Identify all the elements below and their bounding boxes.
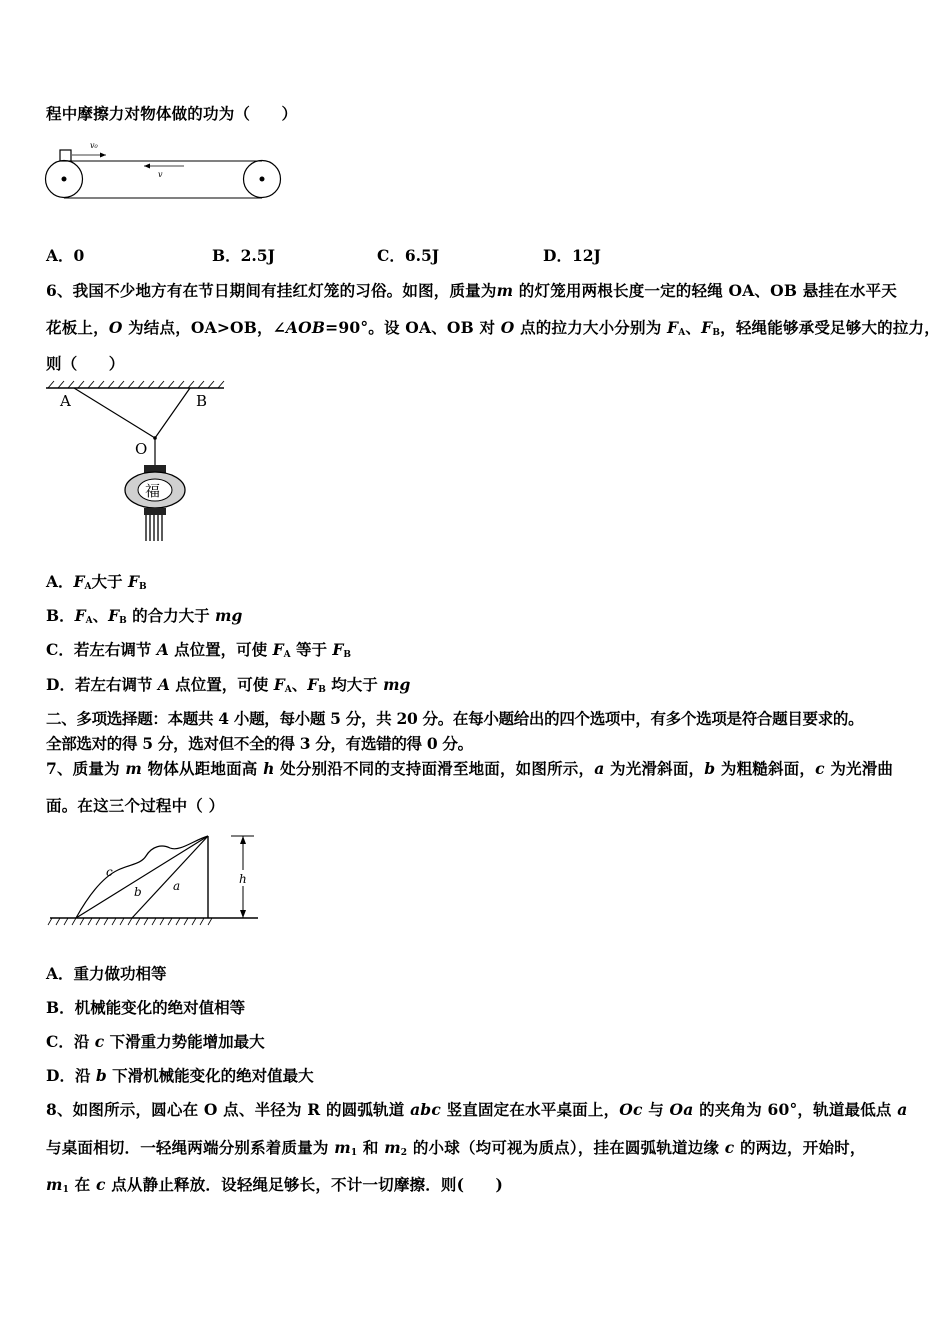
q7-option-c[interactable]: C．沿 c 下滑重力势能增加最大 xyxy=(46,1032,265,1051)
section2-heading-line2: 全部选对的得 5 分，选对但不全的得 3 分，有选错的得 0 分。 xyxy=(46,734,473,753)
v-label: v xyxy=(158,170,163,179)
block-shape xyxy=(60,150,71,161)
label-a: A xyxy=(60,392,71,410)
lantern-figure xyxy=(44,380,229,545)
section2-heading-line1: 二、多项选择题：本题共 4 小题，每小题 5 分，共 20 分。在每小题给出的四个选项中，有多个选项是符合题目要求的。 xyxy=(46,709,864,728)
q6-option-b[interactable]: B．$F_A$、$F_B$ 的合力大于 mg xyxy=(46,606,243,626)
label-b: B xyxy=(196,392,208,410)
q6-option-c[interactable]: C．若左右调节 A 点位置，可使 $F_A$ 等于 $F_B$ xyxy=(46,640,351,660)
right-pulley-axle xyxy=(260,177,265,182)
q6-option-d[interactable]: D．若左右调节 A 点位置，可使 $F_A$、$F_B$ 均大于 mg xyxy=(46,675,411,695)
conveyor-belt-figure xyxy=(44,143,286,203)
q5-option-c[interactable]: C．6.5J xyxy=(377,246,440,265)
rope-ob xyxy=(155,388,190,438)
q6-stem-line3: 则（ ） xyxy=(46,354,125,373)
q8-stem-line2: 与桌面相切．一轻绳两端分别系着质量为 $m_1$ 和 $m_2$ 的小球（均可视为质点），挂在圆弧轨道边缘 c 的两边，开始时， xyxy=(46,1138,866,1158)
ceiling-hatching xyxy=(48,381,224,388)
q7-stem-line2: 面。在这三个过程中（ ） xyxy=(46,796,225,815)
q7-option-a[interactable]: A．重力做功相等 xyxy=(46,964,167,983)
label-b: b xyxy=(134,885,142,899)
q7-option-b[interactable]: B．机械能变化的绝对值相等 xyxy=(46,998,246,1017)
incline-figure xyxy=(46,830,266,938)
ground-hatching xyxy=(48,918,212,925)
left-pulley-axle xyxy=(62,177,67,182)
lantern-tassels xyxy=(146,515,162,541)
lantern-char: 福 xyxy=(145,482,161,500)
label-a: a xyxy=(173,879,181,893)
q8-stem-line3: $m_1$ 在 c 点从静止释放．设轻绳足够长，不计一切摩擦．则( ) xyxy=(46,1175,504,1195)
q6-stem-line1: 6、我国不少地方有在节日期间有挂红灯笼的习俗。如图，质量为m 的灯笼用两根长度一定的轻绳 OA、OB 悬挂在水平天 xyxy=(46,281,897,300)
q6-stem-line2: 花板上，O 为结点，OA>OB，∠AOB=90°。设 OA、OB 对 O 点的拉力大小分别为 $F_A$、$F_B$，轻绳能够承受足够大的拉力， xyxy=(46,318,940,338)
q6-option-a[interactable]: A．$F_A$大于 $F_B$ xyxy=(46,572,147,592)
q5-option-b[interactable]: B．2.5J xyxy=(212,246,275,265)
label-o: O xyxy=(135,440,148,458)
rope-oa xyxy=(74,388,155,438)
q5-option-d[interactable]: D．12J xyxy=(543,246,601,265)
q5-stem-tail: 程中摩擦力对物体做的功为（ ） xyxy=(46,104,298,123)
v0-label: v₀ xyxy=(90,141,98,150)
lantern-bottom-cap xyxy=(144,508,166,515)
q8-stem-line1: 8、如图所示，圆心在 O 点、半径为 R 的圆弧轨道 abc 竖直固定在水平桌面上，Oc 与 Oa 的夹角为 60°，轨道最低点 a xyxy=(46,1100,908,1119)
incline-b xyxy=(76,836,208,918)
label-h: h xyxy=(239,872,247,886)
label-c: c xyxy=(106,865,113,879)
q7-option-d[interactable]: D．沿 b 下滑机械能变化的绝对值最大 xyxy=(46,1066,314,1085)
q7-stem-line1: 7、质量为 m 物体从距地面高 h 处分别沿不同的支持面滑至地面，如图所示，a 为光滑斜面，b 为粗糙斜面，c 为光滑曲 xyxy=(46,759,894,778)
q5-option-a[interactable]: A．0 xyxy=(46,246,85,265)
